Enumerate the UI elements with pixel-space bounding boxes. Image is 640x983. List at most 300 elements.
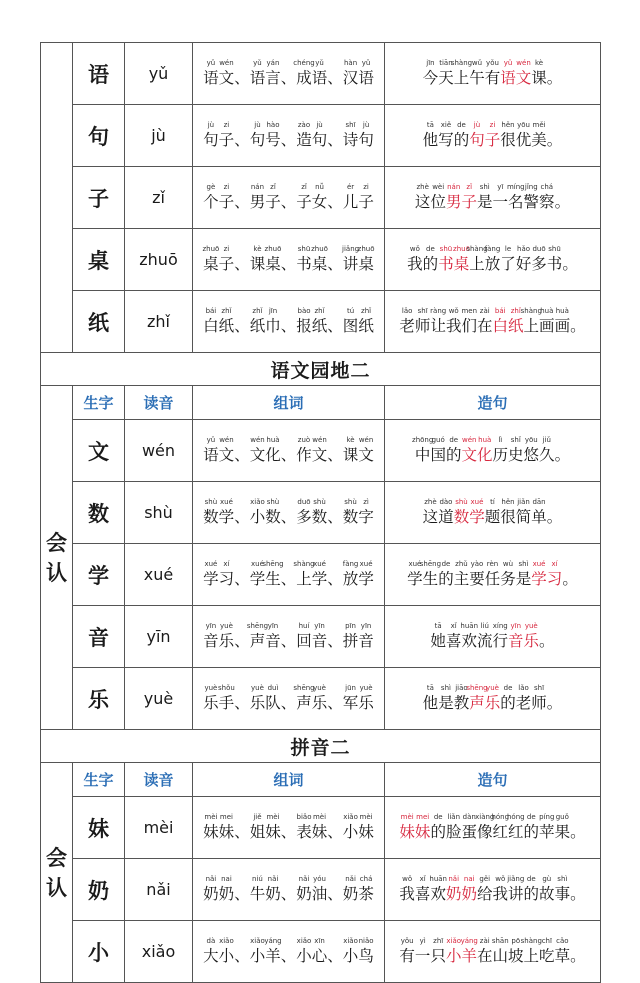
ruby-char [484,683,501,712]
header-pinyin: 读音 [125,386,193,420]
pinyin-annotation: huí [298,621,310,630]
header-char: 生字 [73,386,125,420]
punctuation: 、 [234,822,250,841]
pinyin-annotation: xiǎo [250,497,265,506]
pinyin-annotation: men [461,306,477,315]
pinyin-cell: zǐ [125,167,193,229]
pinyin-annotation: huà [478,435,492,444]
hanzi: 我 [445,316,462,335]
pinyin-annotation: shì [440,683,451,692]
ruby-char [203,683,219,712]
pinyin-annotation: shēng [466,683,488,692]
ruby-char [506,812,525,841]
pinyin-annotation: jīn [268,306,278,315]
pinyin-annotation: hóng [506,812,525,821]
pinyin-annotation: zhōng [412,435,434,444]
ruby-char [280,130,297,149]
pinyin-annotation: shù [204,497,218,506]
pinyin-annotation: chá [359,874,373,883]
punctuation: 、 [234,130,250,149]
hanzi: 是 [515,569,532,588]
words-cell [193,291,385,353]
ruby-char [265,182,281,211]
punctuation: 、 [234,569,250,588]
ruby-char [249,936,266,965]
ruby-char [264,936,282,965]
ruby-char [358,497,374,526]
punctuation: 、 [280,130,297,149]
hanzi: 数 [203,507,219,526]
pinyin-annotation: yīn [205,621,217,630]
pinyin-annotation: niǎo [358,936,374,945]
pinyin-annotation: dào [439,497,453,506]
hanzi: 优 [515,130,532,149]
pinyin-annotation: jiāo [455,683,468,692]
hanzi: 我 [407,254,423,273]
header-pinyin: 读音 [125,763,193,797]
hanzi: 生 [265,569,281,588]
ruby-char [234,946,250,965]
hanzi: 报 [296,316,312,335]
pinyin-annotation: wǒ [448,306,459,315]
hanzi: 文 [249,445,266,464]
pinyin-annotation: zi [223,244,230,253]
table-row [41,668,601,730]
pinyin-annotation: xiǎo [250,936,265,945]
ruby-char [554,812,571,841]
pinyin-annotation: pīn [345,621,356,630]
hanzi: 诗 [342,130,359,149]
hanzi: 小 [249,946,266,965]
pinyin-annotation: yuè [204,683,218,692]
pinyin-annotation: huà [555,306,569,315]
hanzi: 课 [531,68,547,87]
pinyin-annotation: fàng [342,559,359,568]
pinyin-annotation: dàn [462,812,476,821]
section-title: 语文园地二 [41,353,601,386]
hanzi: 有 [484,68,501,87]
hanzi: 只 [430,946,446,965]
pinyin-annotation: shēng [246,621,269,630]
category-label: 认 [46,874,67,900]
punctuation: 、 [234,445,250,464]
ruby-char [570,946,586,965]
character-cell: 奶 [73,859,125,921]
ruby-char [218,58,235,87]
hanzi: 我 [492,884,509,903]
ruby-char [249,683,266,712]
hanzi: 今 [422,68,439,87]
pinyin-annotation: xiàng [475,812,495,821]
pinyin-annotation: cǎo [556,936,569,945]
ruby-char [546,68,563,87]
hanzi: 上 [453,68,470,87]
ruby-char [218,120,235,149]
pinyin-annotation: wén [250,435,265,444]
words-cell [193,606,385,668]
hanzi: 表 [296,822,312,841]
pinyin-annotation: shù [266,497,280,506]
character-cell: 音 [73,606,125,668]
ruby-char [484,244,501,273]
ruby-char [492,306,509,335]
sentence-cell [385,105,601,167]
pinyin-annotation: mèi [266,812,280,821]
ruby-char [327,507,343,526]
hanzi: 书 [546,254,563,273]
pinyin-annotation: duō [532,244,546,253]
ruby-char [218,874,235,903]
pinyin-annotation: hěn [501,497,515,506]
hanzi: 多 [531,254,547,273]
punctuation: 、 [234,192,250,211]
pinyin-annotation: wén [461,435,477,444]
ruby-char [469,120,485,149]
hanzi: 任 [484,569,501,588]
category-cell [41,386,73,730]
ruby-char [358,58,374,87]
pinyin-annotation: zhè [424,497,437,506]
pinyin-annotation: jūn [345,683,356,692]
hanzi: 察 [539,192,555,211]
ruby-char [407,559,423,588]
ruby-char [476,621,493,650]
pinyin-annotation: wén [312,435,327,444]
pinyin-annotation: měi [532,120,546,129]
hanzi: 的 [430,822,446,841]
punctuation: 、 [234,693,250,712]
ruby-char [342,58,359,87]
ruby-char [358,812,374,841]
ruby-char [234,693,250,712]
pinyin-annotation: de [457,120,466,129]
punctuation: 、 [234,507,250,526]
hanzi: 故 [539,884,555,903]
table-row [41,482,601,544]
ruby-char [515,244,532,273]
pinyin-annotation: zhǐ [510,306,521,315]
pinyin-cell: shù [125,482,193,544]
ruby-char [234,192,250,211]
pinyin-annotation: hàn [343,58,358,67]
ruby-char [203,874,219,903]
pinyin-annotation: tā [434,621,442,630]
pinyin-annotation: yǔ [206,435,216,444]
hanzi: 小 [342,946,359,965]
ruby-char [327,822,343,841]
words-cell [193,43,385,105]
ruby-char [422,120,439,149]
hanzi: 坡 [508,946,524,965]
ruby-char [539,936,555,965]
pinyin-annotation: de [426,244,435,253]
ruby-char [358,683,374,712]
pinyin-annotation: yōu [517,120,530,129]
ruby-char [438,244,454,273]
ruby-char [438,559,454,588]
ruby-char [234,68,250,87]
pinyin-annotation: jǐng [524,182,538,191]
hanzi: 的 [523,822,540,841]
pinyin-annotation: shì [479,182,490,191]
ruby-char [476,435,493,464]
pinyin-annotation: guǒ [555,812,569,821]
ruby-char [203,936,219,965]
pinyin-annotation: shǐ [510,435,521,444]
pinyin-annotation: yǔ [206,58,216,67]
hanzi: 手 [218,693,235,712]
pinyin-annotation: mèi [400,812,414,821]
pinyin-annotation: yǒu [400,936,414,945]
pinyin-annotation: nán [250,182,265,191]
ruby-char [311,244,328,273]
ruby-char [515,683,532,712]
pinyin-annotation: yáng [460,936,478,945]
hanzi: 子 [358,192,374,211]
ruby-char [523,812,540,841]
punctuation: 。 [554,445,571,464]
pinyin-annotation: yī [497,182,504,191]
ruby-char [466,683,488,712]
hanzi: 悠 [523,445,540,464]
pinyin-annotation: zhuō [453,244,470,253]
pinyin-annotation: xué [470,497,484,506]
pinyin-annotation: shàng [450,58,473,67]
ruby-char [296,120,312,149]
hanzi: 这 [414,192,431,211]
hanzi: 化 [265,445,281,464]
pinyin-annotation: kè [346,435,355,444]
hanzi: 名 [508,192,524,211]
hanzi: 句 [311,130,328,149]
hanzi: 男 [249,192,266,211]
punctuation: 、 [280,946,297,965]
pinyin-annotation: wǒ [495,874,506,883]
punctuation: 、 [280,693,297,712]
pinyin-annotation: shì [557,874,568,883]
punctuation: 、 [280,445,297,464]
hanzi: 音 [203,631,219,650]
punctuation: 。 [562,569,578,588]
section-title: 拼音二 [41,730,601,763]
ruby-char [280,68,297,87]
hanzi: 化 [476,445,493,464]
ruby-char [484,120,501,149]
pinyin-annotation: le [504,244,512,253]
ruby-char [218,936,235,965]
ruby-char [508,936,524,965]
ruby-char [469,559,485,588]
ruby-char [445,621,462,650]
ruby-char [293,58,315,87]
ruby-char [262,559,284,588]
hanzi: 上 [296,569,312,588]
punctuation: 。 [562,254,578,273]
hanzi: 妹 [203,822,219,841]
pinyin-annotation: yīn [267,621,279,630]
hanzi: 油 [311,884,328,903]
hanzi: 在 [476,316,493,335]
ruby-char [327,693,343,712]
pinyin-annotation: xí [223,559,230,568]
pinyin-annotation: de [503,683,513,692]
ruby-char [520,306,542,335]
character-cell: 乐 [73,668,125,730]
pinyin-annotation: huà [266,435,280,444]
ruby-char [492,874,509,903]
header-words: 组词 [193,763,385,797]
pinyin-annotation: bào [297,306,311,315]
pinyin-annotation: chá [540,182,554,191]
ruby-char [265,683,281,712]
ruby-char [218,497,235,526]
ruby-char [476,182,493,211]
ruby-char [438,683,454,712]
pinyin-annotation: jù [473,120,481,129]
ruby-char [500,497,516,526]
hanzi: 给 [476,884,493,903]
pinyin-annotation: gěi [479,874,491,883]
ruby-char [460,621,479,650]
words-cell [193,167,385,229]
ruby-char [265,621,281,650]
ruby-char [430,936,446,965]
pinyin-annotation: shū [297,244,311,253]
ruby-char [311,120,328,149]
ruby-char [461,435,477,464]
hanzi: 文 [461,445,477,464]
hanzi: 午 [469,68,485,87]
ruby-char [342,497,359,526]
ruby-char [357,244,375,273]
hanzi: 上 [523,946,540,965]
hanzi: 奶 [461,884,477,903]
ruby-char [327,445,343,464]
hanzi: 数 [342,507,359,526]
ruby-char [422,497,439,526]
pinyin-cell: nǎi [125,859,193,921]
character-cell: 句 [73,105,125,167]
pinyin-annotation: zhuō [311,244,328,253]
pinyin-annotation: yáng [264,936,282,945]
pinyin-annotation: ràng [430,306,447,315]
ruby-char [218,559,235,588]
pinyin-annotation: nai [221,874,232,883]
pinyin-annotation: tí [490,497,495,506]
hanzi: 学 [249,569,266,588]
punctuation: 。 [546,130,563,149]
punctuation: 。 [539,631,555,650]
pinyin-annotation: dà [206,936,216,945]
hanzi: 拼 [342,631,359,650]
pinyin-annotation: kè [253,244,262,253]
hanzi: 子 [484,130,501,149]
punctuation: 。 [554,192,571,211]
ruby-char [265,874,281,903]
pinyin-annotation: yóu [313,874,326,883]
pinyin-annotation: zi [363,182,369,191]
ruby-char [358,936,374,965]
pinyin-annotation: wù [502,559,514,568]
pinyin-annotation: shū [439,244,453,253]
hanzi: 音 [265,631,281,650]
pinyin-annotation: yán [266,58,280,67]
hanzi: 纸 [311,316,328,335]
ruby-char [203,559,219,588]
ruby-char [554,445,571,464]
hanzi: 子 [218,192,235,211]
punctuation: 、 [327,569,343,588]
ruby-char [296,306,312,335]
punctuation: 、 [327,445,343,464]
hanzi: 了 [500,254,516,273]
ruby-char [445,936,462,965]
pinyin-annotation: liǎn [447,812,461,821]
pinyin-annotation: yǔ [253,58,262,67]
pinyin-annotation: zhǐ [314,306,325,315]
hanzi: 男 [445,192,462,211]
pinyin-annotation: jiǎng [342,244,360,253]
pinyin-annotation: jù [362,120,370,129]
ruby-char [265,58,281,87]
table-row [41,921,601,983]
hanzi: 乐 [218,631,235,650]
hanzi: 茶 [358,884,374,903]
ruby-char [249,497,266,526]
header-row [41,763,601,797]
hanzi: 子 [265,192,281,211]
ruby-char [327,68,343,87]
ruby-char [358,306,374,335]
words-cell [193,544,385,606]
pinyin-annotation: yuè [524,621,538,630]
ruby-char [218,244,235,273]
hanzi: 纸 [249,316,266,335]
hanzi: 羊 [461,946,477,965]
pinyin-annotation: yīn [360,621,372,630]
ruby-char [469,58,485,87]
hanzi: 老 [515,693,532,712]
hanzi: 的 [523,884,540,903]
hanzi: 习 [546,569,563,588]
hanzi: 文 [515,68,532,87]
character-cell: 妹 [73,797,125,859]
ruby-char [484,559,501,588]
sentence-cell [385,43,601,105]
ruby-char [539,631,555,650]
hanzi: 这 [422,507,439,526]
ruby-char [342,120,359,149]
hanzi: 作 [296,445,312,464]
ruby-char [342,435,359,464]
pinyin-annotation: huà [540,306,554,315]
pinyin-annotation: wén [219,435,234,444]
pinyin-annotation: biǎo [296,812,312,821]
pinyin-annotation: bái [494,306,506,315]
hanzi: 子 [218,254,235,273]
pinyin-annotation: shù [455,497,468,506]
punctuation: 、 [280,507,297,526]
sentence-cell [385,859,601,921]
pinyin-annotation: wǒ [409,244,420,253]
ruby-char [265,497,281,526]
ruby-char [280,445,297,464]
hanzi: 很 [500,507,516,526]
hanzi: 奶 [265,884,281,903]
pinyin-annotation: xué [313,559,326,568]
pinyin-annotation: wén [219,58,234,67]
hanzi: 桌 [311,254,328,273]
